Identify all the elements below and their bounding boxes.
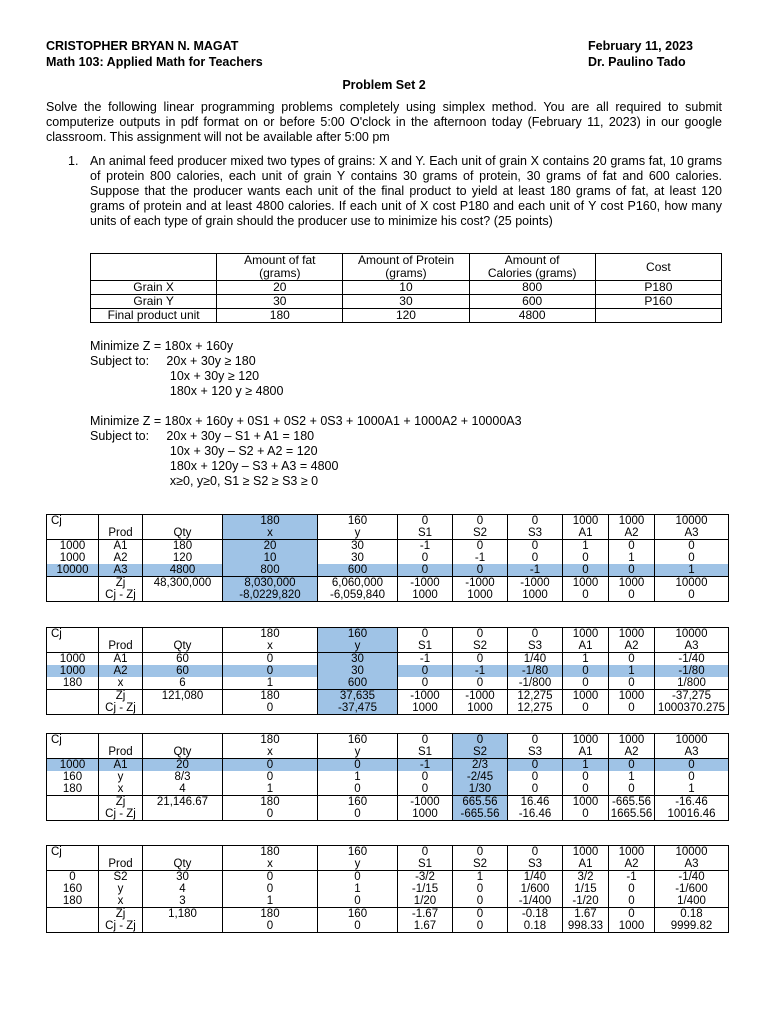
- tableau-cjzj-row: Cj - Zj 0 0 1.67 0 0.18 998.33 1000 9999.82: [47, 920, 729, 933]
- tableau-zj-row: Zj 121,080 180 37,635 -1000 -1000 12,275 1000 1000 -37,275: [47, 690, 729, 703]
- header-fat: Amount of fat (grams): [217, 254, 343, 281]
- tableau-zj-row: Zj 48,300,000 8,030,000 6,060,000 -1000 -1000 -1000 1000 1000 10000: [47, 577, 729, 590]
- table-header-row: [91, 254, 722, 281]
- tableau-header-row: Prod Qty x y S1 S2 S3 A1 A2 A3: [47, 527, 729, 540]
- simplex-tableau-1: [46, 514, 729, 602]
- tableau-cj-row: Cj 180 160 0 0 0 1000 1000 10000: [47, 515, 729, 528]
- tableau-row-pivot: 1000 A1 20 0 0 -1 2/3 0 1 0 0: [47, 759, 729, 772]
- header-cost: Cost: [595, 254, 721, 281]
- table-row: Grain X 20 10 800 P180: [91, 281, 722, 295]
- tableau-row: 160 y 8/3 0 1 0 -2/45 0 0 1 0: [47, 771, 729, 783]
- course-name: Math 103: Applied Math for Teachers: [46, 55, 263, 69]
- tableau-row: 180 x 6 1 600 0 0 -1/800 0 0 1/800: [47, 677, 729, 690]
- tableau-row: 0 S2 30 0 0 -3/2 1 1/40 3/2 -1 -1/40: [47, 871, 729, 884]
- tableau-row: 1000 A2 120 10 30 0 -1 0 0 1 0: [47, 552, 729, 564]
- tableau-row: 180 x 4 1 0 0 1/30 0 0 0 1: [47, 783, 729, 796]
- tableau-row: 1000 A1 180 20 30 -1 0 0 1 0 0: [47, 540, 729, 553]
- tableau-cjzj-row: Cj - Zj 0 0 1000 -665.56 -16.46 0 1665.56 10016.46: [47, 808, 729, 821]
- document-title: Problem Set 2: [342, 78, 426, 92]
- header-right: [588, 38, 693, 70]
- tableau-row: 1000 A1 60 0 30 -1 0 1/40 1 0 -1/40: [47, 653, 729, 666]
- tableau-cj-row: Cj 180 160 0 0 0 1000 1000 10000: [47, 734, 729, 747]
- tableau-cj-row: Cj 180 160 0 0 0 1000 1000 10000: [47, 846, 729, 859]
- tableau-header-row: Prod Qty x y S1 S2 S3 A1 A2 A3: [47, 746, 729, 759]
- instructions-paragraph: Solve the following linear programming problems completely using simplex method. You are all required to submit computerize outputs in pdf format on or before 5:00 O'clock in the afternoon today (February 11, 2023) in our google classroom. This assignment will not be available after 5:00 pm: [46, 100, 722, 144]
- grain-data-table: [90, 253, 722, 323]
- question-text: An animal feed producer mixed two types of grains: X and Y. Each unit of grain X contains 20 grams fat, 10 grams of protein 800 calories, each unit of grain Y contains 30 grams of protein, 30 grams of fat and 600 calories. Suppose that the producer wants each unit of the final product to yield at least 180 grams of fat, at least 120 grams of protein and at least 4800 calories. If each unit of X cost P180 and each unit of Y cost P160, how many units of each type of grain should the producer use to minimize his cost? (25 points): [90, 154, 722, 228]
- simplex-tableau-3: [46, 733, 729, 821]
- tableau-row: 180 x 3 1 0 1/20 0 -1/400 -1/20 0 1/400: [47, 895, 729, 908]
- tableau-zj-row: Zj 21,146.67 180 160 -1000 665.56 16.46 1000 -665.56 -16.46: [47, 796, 729, 809]
- table-row: Final product unit 180 120 4800: [91, 309, 722, 323]
- simplex-tableau-2: [46, 627, 729, 715]
- tableau-row: 160 y 4 0 1 -1/15 0 1/600 1/15 0 -1/600: [47, 883, 729, 895]
- tableau-cjzj-row: Cj - Zj 0 -37,475 1000 1000 12,275 0 0 1000370.275: [47, 702, 729, 715]
- tableau-header-row: Prod Qty x y S1 S2 S3 A1 A2 A3: [47, 640, 729, 653]
- header-left: [46, 38, 263, 70]
- tableau-cj-row: Cj 180 160 0 0 0 1000 1000 10000: [47, 628, 729, 641]
- tableau-row-pivot: 10000 A3 4800 800 600 0 0 -1 0 0 1: [47, 564, 729, 577]
- header-protein: Amount of Protein (grams): [343, 254, 469, 281]
- model-2: Minimize Z = 180x + 160y + 0S1 + 0S2 + 0S3 + 1000A1 + 1000A2 + 10000A3 Subject to: 20x + 30y – S1 + A1 = 180 10x + 30y – S2 + A2 = 120 180x + 120y – S3 + A3 = 4800 x≥0, y≥0, S1 ≥ S2 ≥ S3 ≥ 0: [90, 414, 522, 488]
- model-1: Minimize Z = 180x + 160y Subject to: 20x + 30y ≥ 180 10x + 30y ≥ 120 180x + 120 y ≥ 4800: [90, 339, 284, 398]
- header-calories: Amount of Calories (grams): [469, 254, 595, 281]
- tableau-zj-row: Zj 1,180 180 160 -1.67 0 -0.18 1.67 0 0.18: [47, 908, 729, 921]
- question-number: 1.: [68, 154, 79, 168]
- tableau-cjzj-row: Cj - Zj -8,0229,820 -6,059,840 1000 1000 1000 0 0 0: [47, 589, 729, 602]
- tableau-row-pivot: 1000 A2 60 0 30 0 -1 -1/80 0 1 -1/80: [47, 665, 729, 677]
- date: February 11, 2023: [588, 39, 693, 53]
- tableau-header-row: Prod Qty x y S1 S2 S3 A1 A2 A3: [47, 858, 729, 871]
- author-name: CRISTOPHER BRYAN N. MAGAT: [46, 39, 239, 53]
- instructor: Dr. Paulino Tado: [588, 55, 686, 69]
- table-row: Grain Y 30 30 600 P160: [91, 295, 722, 309]
- simplex-tableau-4: [46, 845, 729, 933]
